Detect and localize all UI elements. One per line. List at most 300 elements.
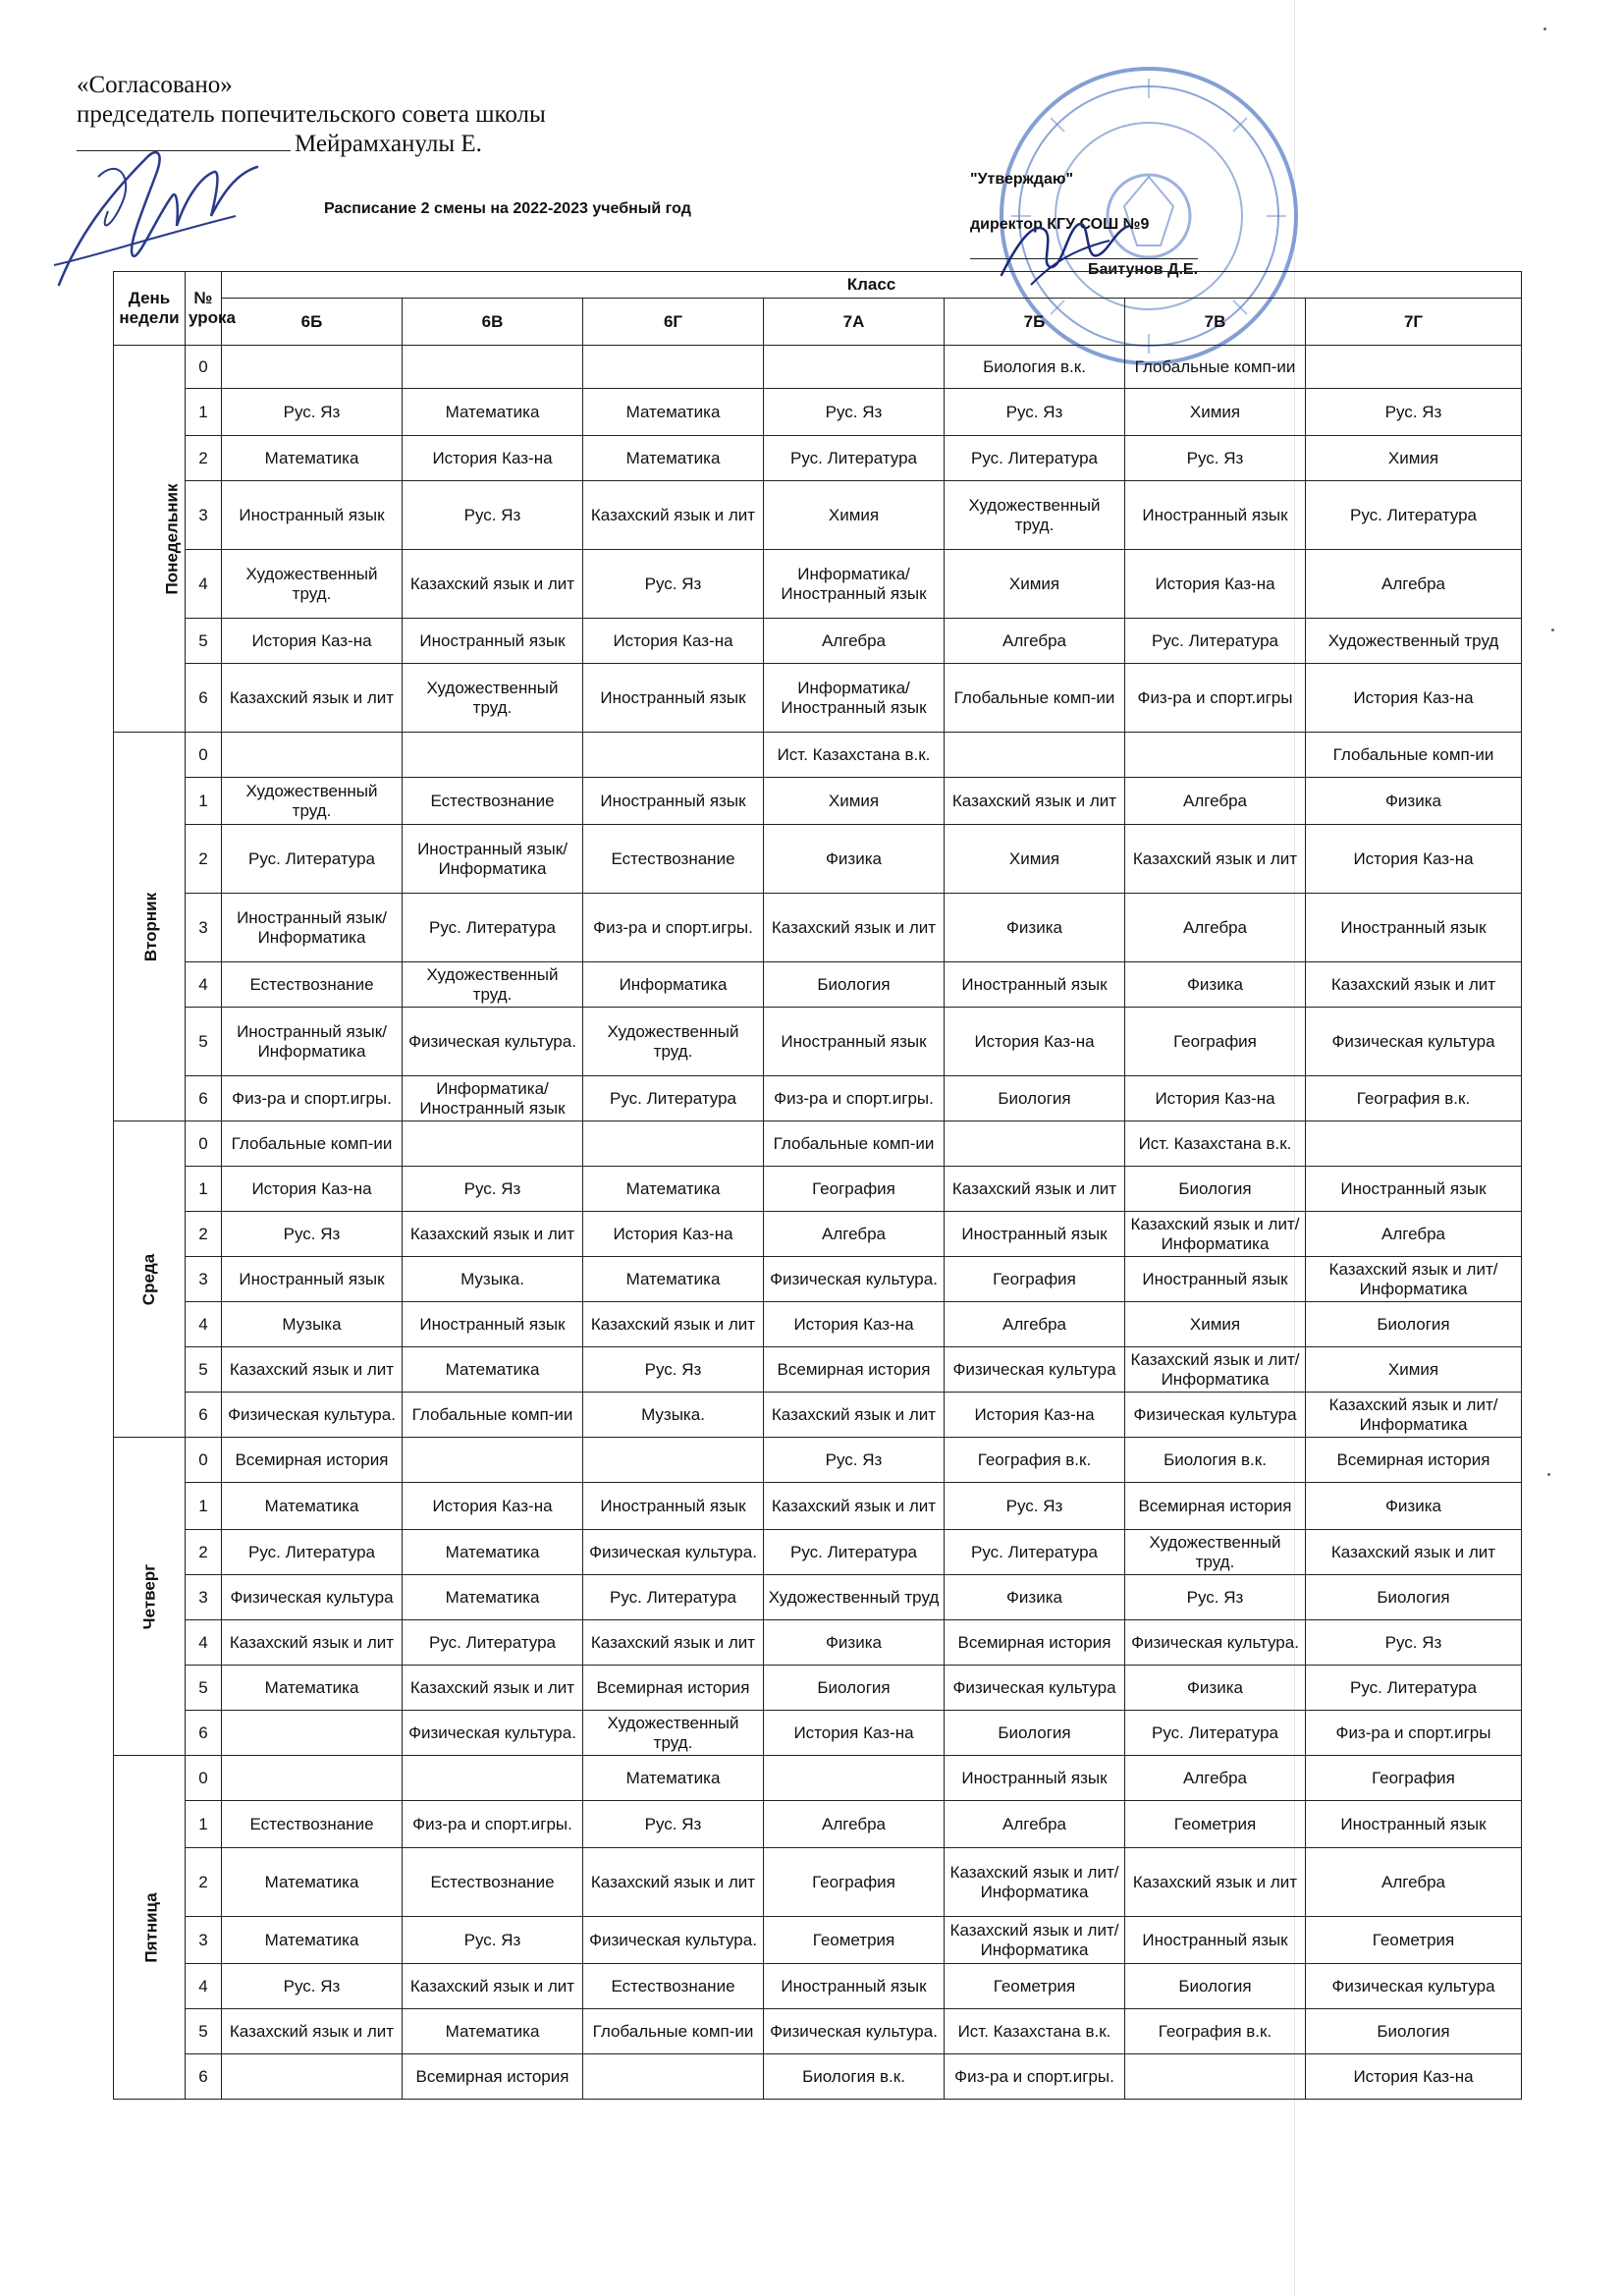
schedule-row (114, 1483, 1522, 1530)
subject-cell: Алгебра (1306, 550, 1522, 619)
subject-cell: Физ-ра и спорт.игры (1306, 1711, 1522, 1756)
day-column-header: День недели (114, 272, 186, 346)
subject-cell: Биология (764, 962, 945, 1008)
subject-cell: Математика (403, 1530, 583, 1575)
subject-cell: Казахский язык и лит/ Информатика (1125, 1347, 1306, 1393)
schedule-row (114, 619, 1522, 664)
subject-cell (583, 1438, 764, 1483)
subject-cell: Иностранный язык (945, 1756, 1125, 1801)
subject-cell: История Каз-на (1125, 1076, 1306, 1121)
subject-cell: Музыка. (583, 1393, 764, 1438)
subject-cell: Всемирная история (1125, 1483, 1306, 1530)
subject-cell: Рус. Литература (945, 436, 1125, 481)
subject-cell: Физическая культура. (583, 1530, 764, 1575)
class-header: 6Б (222, 299, 403, 346)
subject-cell: Иностранный язык (1125, 481, 1306, 550)
lesson-number: 4 (186, 1302, 222, 1347)
subject-cell: Рус. Яз (403, 1917, 583, 1964)
subject-cell: Рус. Яз (1306, 389, 1522, 436)
subject-cell (403, 346, 583, 389)
subject-cell: Математика (222, 436, 403, 481)
subject-cell: Художественный труд. (583, 1711, 764, 1756)
subject-cell: Рус. Литература (583, 1076, 764, 1121)
subject-cell: Физ-ра и спорт.игры. (403, 1801, 583, 1848)
subject-cell: Физика (945, 1575, 1125, 1620)
subject-cell: Казахский язык и лит (222, 2009, 403, 2054)
lesson-number: 3 (186, 1575, 222, 1620)
subject-cell: Глобальные комп-ии (764, 1121, 945, 1167)
class-header: 7А (764, 299, 945, 346)
subject-cell (222, 346, 403, 389)
lesson-number: 3 (186, 1917, 222, 1964)
schedule-row (114, 1801, 1522, 1848)
subject-cell: Казахский язык и лит (403, 550, 583, 619)
subject-cell: Музыка (222, 1302, 403, 1347)
subject-cell (1125, 2054, 1306, 2100)
subject-cell: Глобальные комп-ии (1125, 346, 1306, 389)
subject-cell: Биология (945, 1711, 1125, 1756)
schedule-row (114, 1212, 1522, 1257)
subject-cell: Математика (403, 1347, 583, 1393)
subject-cell: Физика (764, 1620, 945, 1666)
subject-cell: История Каз-на (764, 1711, 945, 1756)
subject-cell (222, 2054, 403, 2100)
subject-cell: Биология (945, 1076, 1125, 1121)
subject-cell: Рус. Яз (583, 1347, 764, 1393)
subject-cell: Физическая культура. (764, 1257, 945, 1302)
subject-cell: История Каз-на (945, 1393, 1125, 1438)
approval-title: "Утверждаю" (970, 171, 1074, 188)
lesson-number: 1 (186, 1801, 222, 1848)
subject-cell: Математика (583, 436, 764, 481)
approval-signer-name: Баитунов Д.Е. (1088, 261, 1199, 278)
subject-cell: Казахский язык и лит (583, 1302, 764, 1347)
subject-cell: Алгебра (945, 1801, 1125, 1848)
subject-cell: История Каз-на (222, 1167, 403, 1212)
lesson-number: 5 (186, 619, 222, 664)
subject-cell: Химия (945, 550, 1125, 619)
subject-cell: Математика (583, 1257, 764, 1302)
lesson-number: 3 (186, 894, 222, 962)
subject-cell: Всемирная история (764, 1347, 945, 1393)
subject-cell: Алгебра (945, 1302, 1125, 1347)
subject-cell (1306, 346, 1522, 389)
lesson-number: 3 (186, 1257, 222, 1302)
subject-cell: Биология в.к. (945, 346, 1125, 389)
subject-cell: Иностранный язык (583, 664, 764, 733)
subject-cell: Физика (1125, 1666, 1306, 1711)
approval-position: директор КГУ СОШ №9 (970, 216, 1150, 233)
subject-cell: Химия (1306, 1347, 1522, 1393)
subject-cell: Художественный труд (1306, 619, 1522, 664)
schedule-row (114, 1756, 1522, 1801)
subject-cell: Физ-ра и спорт.игры. (583, 894, 764, 962)
subject-cell: Казахский язык и лит (1306, 1530, 1522, 1575)
subject-cell (583, 2054, 764, 2100)
subject-cell: Химия (1125, 389, 1306, 436)
lesson-number: 0 (186, 1438, 222, 1483)
subject-cell: География (1125, 1008, 1306, 1076)
subject-cell: Математика (403, 2009, 583, 2054)
subject-cell: Глобальные комп-ии (945, 664, 1125, 733)
schedule-row (114, 550, 1522, 619)
subject-cell: Всемирная история (403, 2054, 583, 2100)
subject-cell: История Каз-на (583, 619, 764, 664)
subject-cell: Рус. Яз (403, 481, 583, 550)
subject-cell: Физическая культура (945, 1347, 1125, 1393)
subject-cell: География (945, 1257, 1125, 1302)
schedule-row (114, 1393, 1522, 1438)
subject-cell: Казахский язык и лит (222, 1347, 403, 1393)
subject-cell: Физическая культура. (1125, 1620, 1306, 1666)
subject-cell: Художественный труд. (403, 962, 583, 1008)
subject-cell: Физическая культура. (583, 1917, 764, 1964)
subject-cell: Всемирная история (222, 1438, 403, 1483)
subject-cell: История Каз-на (945, 1008, 1125, 1076)
subject-cell: Казахский язык и лит/Информатика (1306, 1257, 1522, 1302)
subject-cell: Математика (583, 1167, 764, 1212)
subject-cell: Рус. Литература (583, 1575, 764, 1620)
schedule-body (114, 346, 1522, 2100)
subject-cell: Казахский язык и лит (583, 1848, 764, 1917)
scan-dot (1547, 1473, 1550, 1476)
subject-cell: Геометрия (764, 1917, 945, 1964)
subject-cell: Математика (583, 1756, 764, 1801)
subject-cell: Естествознание (583, 1964, 764, 2009)
schedule-row (114, 1848, 1522, 1917)
subject-cell: Физическая культура (222, 1575, 403, 1620)
subject-cell: Химия (764, 481, 945, 550)
subject-cell (583, 733, 764, 778)
subject-cell: Рус. Литература (222, 1530, 403, 1575)
day-name: Четверг (139, 1563, 159, 1629)
subject-cell: Глобальные комп-ии (1306, 733, 1522, 778)
subject-cell: Казахский язык и лит/ Информатика (1125, 1212, 1306, 1257)
subject-cell: Казахский язык и лит (403, 1666, 583, 1711)
subject-cell (764, 346, 945, 389)
subject-cell: Физическая культура. (403, 1008, 583, 1076)
subject-cell: Алгебра (1306, 1848, 1522, 1917)
lesson-number: 1 (186, 389, 222, 436)
subject-cell: Рус. Яз (945, 389, 1125, 436)
subject-cell: Казахский язык и лит (764, 1483, 945, 1530)
subject-cell: Казахский язык и лит (945, 778, 1125, 825)
day-name: Среда (139, 1253, 158, 1305)
lesson-number: 2 (186, 436, 222, 481)
schedule-row (114, 1347, 1522, 1393)
day-name-cell (114, 1438, 186, 1756)
subject-cell: Физическая культура (945, 1666, 1125, 1711)
subject-cell (583, 346, 764, 389)
subject-cell: Физическая культура. (403, 1711, 583, 1756)
subject-cell: Иностранный язык/Информатика (403, 825, 583, 894)
subject-cell: Биология (1125, 1167, 1306, 1212)
subject-cell: Физика (1306, 778, 1522, 825)
class-group-header: Класс (222, 272, 1522, 299)
schedule-row (114, 1620, 1522, 1666)
subject-cell: Иностранный язык (764, 1008, 945, 1076)
subject-cell: Физика (945, 894, 1125, 962)
schedule-row (114, 1076, 1522, 1121)
subject-cell: Химия (1306, 436, 1522, 481)
schedule-row (114, 1530, 1522, 1575)
subject-cell: География (1306, 1756, 1522, 1801)
subject-cell: Биология (764, 1666, 945, 1711)
subject-cell: Художественный труд. (583, 1008, 764, 1076)
scan-dot (1551, 629, 1554, 631)
subject-cell: Геометрия (1125, 1801, 1306, 1848)
subject-cell: История Каз-на (403, 1483, 583, 1530)
subject-cell: Алгебра (1125, 1756, 1306, 1801)
subject-cell: География (764, 1848, 945, 1917)
class-header: 7В (1125, 299, 1306, 346)
subject-cell: Рус. Яз (222, 389, 403, 436)
subject-cell: Всемирная история (583, 1666, 764, 1711)
subject-cell: Естествознание (403, 778, 583, 825)
schedule-row (114, 1438, 1522, 1483)
subject-cell: Казахский язык и лит (764, 894, 945, 962)
lesson-number: 3 (186, 481, 222, 550)
schedule-row (114, 778, 1522, 825)
subject-cell: Химия (1125, 1302, 1306, 1347)
schedule-row (114, 389, 1522, 436)
subject-cell: Казахский язык и лит (945, 1167, 1125, 1212)
subject-cell: Рус. Яз (1125, 436, 1306, 481)
lesson-number: 6 (186, 2054, 222, 2100)
schedule-row (114, 1257, 1522, 1302)
subject-cell: Математика (222, 1483, 403, 1530)
subject-cell: Казахский язык и лит (1306, 962, 1522, 1008)
subject-cell: Иностранный язык (764, 1964, 945, 2009)
subject-cell: Рус. Яз (1125, 1575, 1306, 1620)
subject-cell: Иностранный язык (222, 481, 403, 550)
subject-cell (945, 1121, 1125, 1167)
subject-cell (222, 733, 403, 778)
subject-cell: История Каз-на (1125, 550, 1306, 619)
subject-cell: История Каз-на (403, 436, 583, 481)
subject-cell: Информатика (583, 962, 764, 1008)
subject-cell: Информатика/ Иностранный язык (764, 550, 945, 619)
schedule-row (114, 733, 1522, 778)
subject-cell: Алгебра (764, 619, 945, 664)
subject-cell: Художественный труд. (945, 481, 1125, 550)
lesson-number: 2 (186, 1530, 222, 1575)
subject-cell: Алгебра (1125, 778, 1306, 825)
subject-cell: Химия (764, 778, 945, 825)
class-header: 6Г (583, 299, 764, 346)
subject-cell: Физика (1125, 962, 1306, 1008)
scan-dot (1543, 27, 1546, 30)
lesson-number: 4 (186, 962, 222, 1008)
schedule-row (114, 664, 1522, 733)
subject-cell: Казахский язык и лит (764, 1393, 945, 1438)
subject-cell: Биология (1306, 1575, 1522, 1620)
subject-cell: Математика (403, 389, 583, 436)
schedule-row (114, 346, 1522, 389)
subject-cell: Физ-ра и спорт.игры. (764, 1076, 945, 1121)
subject-cell: Естествознание (583, 825, 764, 894)
subject-cell: География в.к. (1306, 1076, 1522, 1121)
subject-cell: Математика (222, 1666, 403, 1711)
subject-cell: Геометрия (945, 1964, 1125, 2009)
subject-cell: География в.к. (945, 1438, 1125, 1483)
lesson-number: 5 (186, 1666, 222, 1711)
subject-cell: Физ-ра и спорт.игры. (945, 2054, 1125, 2100)
lesson-number-header: № урока (186, 272, 222, 346)
subject-cell: Художественный труд (764, 1575, 945, 1620)
subject-cell: Естествознание (222, 1801, 403, 1848)
subject-cell: Иностранный язык (945, 962, 1125, 1008)
lesson-number: 0 (186, 346, 222, 389)
subject-cell: История Каз-на (1306, 2054, 1522, 2100)
subject-cell (583, 1121, 764, 1167)
subject-cell: Биология (1306, 2009, 1522, 2054)
subject-cell: Рус. Литература (1125, 619, 1306, 664)
lesson-number: 6 (186, 1076, 222, 1121)
day-name-cell (114, 733, 186, 1121)
schedule-row (114, 481, 1522, 550)
subject-cell: Физическая культура (1306, 1964, 1522, 2009)
subject-cell: Алгебра (1306, 1212, 1522, 1257)
subject-cell: Казахский язык и лит (403, 1964, 583, 2009)
subject-cell: Иностранный язык (403, 619, 583, 664)
schedule-row (114, 436, 1522, 481)
subject-cell: Естествознание (222, 962, 403, 1008)
class-header: 7Б (945, 299, 1125, 346)
subject-cell: Рус. Яз (1306, 1620, 1522, 1666)
subject-cell: Иностранный язык (583, 778, 764, 825)
subject-cell: Иностранный язык (945, 1212, 1125, 1257)
subject-cell: Всемирная история (1306, 1438, 1522, 1483)
lesson-number: 0 (186, 1121, 222, 1167)
lesson-number: 1 (186, 1483, 222, 1530)
subject-cell: Геометрия (1306, 1917, 1522, 1964)
subject-cell: Рус. Яз (945, 1483, 1125, 1530)
subject-cell: Художественный труд. (1125, 1530, 1306, 1575)
subject-cell: Музыка. (403, 1257, 583, 1302)
subject-cell: Физическая культура. (222, 1393, 403, 1438)
subject-cell: Физ-ра и спорт.игры (1125, 664, 1306, 733)
agreement-title: «Согласовано» (77, 72, 233, 98)
subject-cell: Биология в.к. (764, 2054, 945, 2100)
subject-cell: Биология (1306, 1302, 1522, 1347)
subject-cell: Физическая культура (1125, 1393, 1306, 1438)
subject-cell: География (764, 1167, 945, 1212)
subject-cell: Ист. Казахстана в.к. (945, 2009, 1125, 2054)
subject-cell: Казахский язык и лит (583, 1620, 764, 1666)
lesson-number: 1 (186, 778, 222, 825)
schedule-row (114, 2054, 1522, 2100)
subject-cell: Алгебра (1125, 894, 1306, 962)
subject-cell: Алгебра (764, 1212, 945, 1257)
schedule-row (114, 1302, 1522, 1347)
lesson-number: 0 (186, 733, 222, 778)
lesson-number: 4 (186, 1964, 222, 2009)
subject-cell: Биология (1125, 1964, 1306, 2009)
subject-cell (403, 733, 583, 778)
subject-cell: Казахский язык и лит/Информатика (1306, 1393, 1522, 1438)
lesson-number: 2 (186, 1848, 222, 1917)
lesson-number: 6 (186, 1711, 222, 1756)
lesson-number: 4 (186, 550, 222, 619)
subject-cell: Рус. Литература (1306, 1666, 1522, 1711)
schedule-row (114, 1711, 1522, 1756)
subject-cell: Иностранный язык/ Информатика (222, 1008, 403, 1076)
subject-cell: Рус. Яз (764, 389, 945, 436)
lesson-number: 6 (186, 664, 222, 733)
schedule-row (114, 1575, 1522, 1620)
subject-cell: Рус. Литература (403, 1620, 583, 1666)
subject-cell: Физика (1306, 1483, 1522, 1530)
subject-cell: Математика (222, 1848, 403, 1917)
day-name-cell (114, 1756, 186, 2100)
subject-cell: Физ-ра и спорт.игры. (222, 1076, 403, 1121)
subject-cell: Казахский язык и лит (222, 664, 403, 733)
subject-cell: Ист. Казахстана в.к. (1125, 1121, 1306, 1167)
class-header: 7Г (1306, 299, 1522, 346)
subject-cell: Рус. Литература (764, 1530, 945, 1575)
subject-cell: История Каз-на (583, 1212, 764, 1257)
lesson-number: 2 (186, 825, 222, 894)
subject-cell: Рус. Яз (222, 1964, 403, 2009)
subject-cell: История Каз-на (222, 619, 403, 664)
day-name: Пятница (141, 1891, 161, 1963)
subject-cell: География в.к. (1125, 2009, 1306, 2054)
agreement-position: председатель попечительского совета школы (77, 101, 546, 128)
subject-cell (222, 1756, 403, 1801)
subject-cell: Биология в.к. (1125, 1438, 1306, 1483)
lesson-number: 2 (186, 1212, 222, 1257)
subject-cell: Художественный труд. (222, 550, 403, 619)
subject-cell: Казахский язык и лит (583, 481, 764, 550)
subject-cell: Казахский язык и лит (1125, 825, 1306, 894)
document-title: Расписание 2 смены на 2022-2023 учебный год (324, 200, 691, 217)
subject-cell: Иностранный язык (1306, 1801, 1522, 1848)
subject-cell: Рус. Литература (1125, 1711, 1306, 1756)
subject-cell: Рус. Литература (945, 1530, 1125, 1575)
day-name: Понедельник (162, 482, 182, 595)
subject-cell: Глобальные комп-ии (583, 2009, 764, 2054)
subject-cell: Казахский язык и лит (222, 1620, 403, 1666)
subject-cell: Естествознание (403, 1848, 583, 1917)
subject-cell (403, 1756, 583, 1801)
subject-cell: История Каз-на (1306, 825, 1522, 894)
subject-cell: Иностранный язык (1125, 1917, 1306, 1964)
schedule-header (114, 272, 1522, 346)
subject-cell: Казахский язык и лит/ Информатика (945, 1917, 1125, 1964)
subject-cell: Математика (403, 1575, 583, 1620)
schedule-row (114, 1008, 1522, 1076)
schedule-row (114, 1964, 1522, 2009)
subject-cell: Рус. Яз (583, 1801, 764, 1848)
day-name-cell (114, 1121, 186, 1438)
subject-cell (764, 1756, 945, 1801)
subject-cell: Физика (764, 825, 945, 894)
subject-cell: Информатика/Иностранный язык (403, 1076, 583, 1121)
subject-cell: Казахский язык и лит/ Информатика (945, 1848, 1125, 1917)
subject-cell: Иностранный язык (583, 1483, 764, 1530)
lesson-number: 4 (186, 1620, 222, 1666)
subject-cell: Алгебра (764, 1801, 945, 1848)
subject-cell (222, 1711, 403, 1756)
schedule-row (114, 825, 1522, 894)
subject-cell: История Каз-на (764, 1302, 945, 1347)
lesson-number: 6 (186, 1393, 222, 1438)
subject-cell: Рус. Литература (1306, 481, 1522, 550)
schedule-table (113, 271, 1522, 2100)
subject-cell (1125, 733, 1306, 778)
lesson-number: 0 (186, 1756, 222, 1801)
